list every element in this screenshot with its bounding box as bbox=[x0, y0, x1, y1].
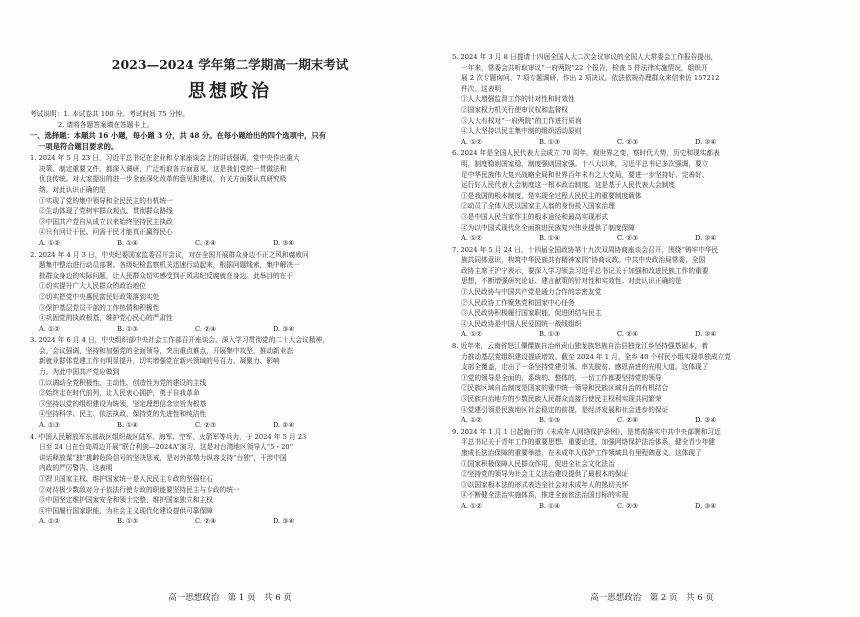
subject-title: 思想政治 bbox=[188, 81, 272, 102]
question-line: 思想，不断增强研究论证、建言献策的针对性和实效性。对此认识正确的是 bbox=[461, 277, 682, 286]
answer-option: C. ②③ bbox=[617, 501, 639, 510]
section-heading bbox=[30, 130, 430, 152]
answer-option: B. ①③ bbox=[539, 330, 561, 339]
question-line: ④中国履行国家职能，为社会主义现代化建设提供可靠保障 bbox=[39, 506, 213, 515]
question-line: ④人大坚持以民主集中制的组织活动原则 bbox=[461, 127, 582, 136]
answer-option: A. ①③ bbox=[39, 421, 61, 430]
question-line: ②坚持党的领导为社会主义法治建设提供了最根本的保证 bbox=[461, 470, 629, 479]
question-line: 力推动基层党组织建设提质增效。截至 2024 年 1 月，全乡 40 个村民小组实现单独成立党 bbox=[461, 352, 731, 361]
question-line: ②国家权力机关行使审议权和监督权 bbox=[461, 105, 568, 114]
question-line: ①党的领导是全面的、系统的、整体的，一切工作都要坚持党的领导 bbox=[461, 373, 662, 382]
answer-option: B. ①③ bbox=[117, 517, 139, 526]
question-stem: 7. 2024 年 5 月 24 日，十四届全国政协第十九次双周协商座谈会召开，围绕“铸牢中华民 bbox=[452, 245, 719, 254]
question bbox=[30, 432, 430, 527]
question-line: ③人民政协积极履行国家职能，促进团结与民主 bbox=[461, 309, 602, 318]
question-line: ③以国家根本法的形式表达全社会对未成年人的热切关怀 bbox=[461, 480, 629, 489]
page-footer-right: 高一思想政治 第 2 页 共 6 页 bbox=[590, 593, 714, 603]
question bbox=[452, 52, 852, 147]
question bbox=[452, 341, 852, 426]
right-page bbox=[452, 0, 852, 617]
question-line: ④坚持科学、民主、依法执政，保持党的先进性和纯洁性 bbox=[39, 410, 207, 419]
question-line: ③民族自治地方的少数民族人民群众直接行使民主权利实现共同繁荣 bbox=[461, 395, 662, 403]
question-line: ③人大有权对“一府两院”的工作进行质询 bbox=[461, 116, 582, 125]
answer-options bbox=[452, 233, 852, 244]
question-line: ①以调动全党积极性、主动性、创造性为党的建设的主线 bbox=[39, 378, 207, 387]
question-stem: 3. 2024 年 6 月 4 日，中央组织部中央社会工作部召开座谈会，深入学习贯彻党的二十大会议精神， bbox=[30, 336, 329, 345]
answer-option: B. ①④ bbox=[117, 238, 139, 247]
question-line: 纳。对此认识正确的是 bbox=[39, 185, 106, 194]
question-line: ④为以中国式现代化全面推进民族复兴伟业提供了制度保障 bbox=[461, 223, 635, 232]
answer-option: A. ①② bbox=[461, 330, 483, 339]
question-line: ④只有问计于民、问需于民才能真正赢得民心 bbox=[39, 228, 173, 237]
question-line: 政协主席王沪宁表示，要深入学习领会习近平总书记关于加强和改进民族工作的重要 bbox=[461, 266, 709, 275]
answer-option: C. ②③ bbox=[617, 234, 639, 243]
question-line: 题集中整治进行动员部署。各级纪检监察机关迅速行动起来，根据问题线索，集中解决一 bbox=[39, 261, 300, 270]
instruction-line: 考试说明：1. 本试卷共 100 分。考试时间 75 分钟。 bbox=[30, 110, 189, 118]
question bbox=[30, 153, 430, 248]
answer-option: A. ①② bbox=[461, 137, 483, 146]
question-line: 足中华民族伟大复兴战略全局和世界百年未有之大变局，要进一步坚持好、完善好、 bbox=[461, 170, 709, 179]
answer-options bbox=[30, 420, 430, 431]
answer-option: A. ①② bbox=[461, 501, 483, 510]
question-line: ①人大增强监督工作的针对性和时效性 bbox=[461, 95, 575, 104]
question-line: ①实现了党的集中领导和全民民主的有机统一 bbox=[39, 196, 173, 205]
page-footer-left: 高一思想政治 第 1 页 共 6 页 bbox=[168, 593, 292, 603]
answer-option: A. ①② bbox=[461, 416, 483, 425]
answer-option: B. ①③ bbox=[117, 324, 139, 333]
question-line: 力。为此中国共产党应做到 bbox=[39, 368, 120, 377]
answer-option: B. ①④ bbox=[539, 234, 561, 243]
question-stem: 5. 2024 年 3 月 8 日提请十四届全国人大二次会议审议的全国人大常委会工作报告提出， bbox=[452, 53, 718, 61]
answer-options bbox=[452, 137, 852, 148]
question-line: ④党建引领是民族地区社会稳定的前提，是经济发展和社会进步的保证 bbox=[461, 405, 669, 414]
answer-option: D. ②④ bbox=[273, 421, 295, 430]
answer-options bbox=[452, 415, 852, 426]
question-line: ④不断健全法治实施体系，推进全面依法治国目标的实现 bbox=[461, 491, 629, 500]
answer-option: C. ②④ bbox=[617, 416, 639, 425]
question-line: 讲话释放谋“独”挑衅危险信号的坚决惩戒，是对外部势力纵容支持“台独”，干涉中国 bbox=[39, 453, 287, 462]
question-line: 族共同体意识，构筑中华民族共有精神家园”协商议政。中共中央政治局常委、全国 bbox=[461, 256, 706, 265]
answer-option: A. ①② bbox=[39, 517, 61, 526]
question-line: 支部全覆盖，走出了一条坚持党建引领、率先脱贫、感恩奋进的光明大道。这体现了 bbox=[461, 363, 709, 372]
question-line: 运行好人民代表大会制度这一根本政治制度。这是基于人民代表大会制度 bbox=[461, 181, 675, 190]
question-line: 会。会议强调，坚持和加强党的全面领导，突出重点难点，开展集中攻坚，推动新业态 bbox=[39, 346, 294, 355]
question-line: ③坚持以党的组织建设为统领，坚定理想信念宗旨为根基 bbox=[39, 399, 207, 408]
question-line: ④巩固党的执政根基，维护党心民心的严肃性 bbox=[39, 314, 173, 323]
instructions bbox=[30, 109, 430, 130]
answer-option: A. ①② bbox=[461, 234, 483, 243]
question-stem: 9. 2024 年 1 月 1 日起施行的《未成年人网络保护条例》，是贯彻落实中共中央部署和习近 bbox=[452, 427, 721, 436]
answer-option: C. ②④ bbox=[195, 238, 217, 247]
answer-option: D. ③④ bbox=[273, 324, 295, 333]
question-line: ②始终走在时代前列，让人民衷心拥护，勇于自我革命 bbox=[39, 389, 200, 398]
question-line: ③保护基层党员干部的工作热情和积极性 bbox=[39, 303, 160, 312]
question-stem: 6. 2024 年是全国人民代表大会成立 70 周年。观世界之变，察时代大势，历史和现实都表 bbox=[452, 149, 720, 158]
question-line: ①国家积极保障人民群众作用，促进全社会文化法治 bbox=[461, 459, 615, 468]
answer-option: C. ②④ bbox=[195, 517, 217, 526]
question-line: ③中国坚定维护国家安全和领土完整，维护国家独立和主权 bbox=[39, 496, 213, 505]
question-line: ②对待极少数敌对分子依法行使专政的职能要坚持民主与专政的统一 bbox=[39, 485, 240, 494]
question bbox=[30, 335, 430, 430]
left-questions bbox=[30, 153, 430, 527]
answer-option: C. ②④ bbox=[195, 324, 217, 333]
question-line: 一年来，常委会共听取审议“一府两院”22 个报告，检查 5 件法律实施情况，组织开 bbox=[461, 63, 708, 72]
question bbox=[452, 245, 852, 340]
question-line: 明，制度稳则国家稳，制度强则国家强。十八大以来，习近平总书记多次强调，要立 bbox=[461, 159, 709, 168]
question-line: ②民族区域自治制度是国家的重中统一领导和民族区域自治的有机结合 bbox=[461, 384, 669, 393]
question-line: 康成长法治保障的重要举措，在未成年人保护工作领域具有里程碑意义。这体现了 bbox=[461, 448, 702, 457]
question-line: ③中国共产党自从成立以来始终坚持民主执政 bbox=[39, 217, 173, 226]
answer-option: B. ①④ bbox=[117, 421, 139, 430]
question-line: 新就业群体党建工作有明显提升，切实增强党在新兴领域的号召力、凝聚力、影响 bbox=[39, 357, 280, 366]
question-line: 决策、制定重要文件，都深入调研，广泛听取各方面意见，这是我们党的一贯做法和 bbox=[39, 164, 287, 173]
question bbox=[30, 250, 430, 335]
answer-option: D. ③④ bbox=[695, 416, 717, 425]
answer-options bbox=[30, 516, 430, 527]
answer-option: D. ③④ bbox=[695, 137, 717, 146]
question-line: ②切实把党中央惠民富民好政策落到实处 bbox=[39, 292, 160, 301]
question bbox=[452, 427, 852, 512]
question-line: ①是我国的根本制度，是实现全过程人民民主的重要制度载体 bbox=[461, 191, 642, 200]
answer-option: D. ③④ bbox=[273, 238, 295, 247]
section-line: 一项是符合题目要求的。 bbox=[38, 142, 119, 152]
answer-option: C. ②④ bbox=[617, 330, 639, 339]
question-stem: 4. 中国人民解放军东部战区组织战区陆军、海军、空军、火箭军等兵力，于 2024 年 5 月 23 bbox=[30, 432, 307, 441]
exam-title: 2023—2024 学年第二学期高一期末考试 bbox=[111, 57, 349, 72]
answer-option: D. ③④ bbox=[695, 234, 717, 243]
answer-option: A. ①② bbox=[39, 324, 61, 333]
question-line: ①切实提升广大人民群众的政治地位 bbox=[39, 282, 146, 291]
question-line: 内政的严厉警告。这表明 bbox=[39, 464, 113, 473]
answer-option: D. ③④ bbox=[695, 330, 717, 339]
question-line: ②人民政协工作聚焦党和国家中心任务 bbox=[461, 298, 575, 307]
answer-option: D. ③④ bbox=[273, 517, 295, 526]
question-line: 展 2 次专题询问、7 项专题调研，作出 2 项决议。依法依规办理群众来信来访 157212 bbox=[461, 74, 720, 83]
question-line: 件次。这表明 bbox=[461, 84, 502, 93]
question-stem: 1. 2024 年 5 月 23 日，习近平总书记在企业和专家座谈会上的讲话强调，党中央作出重大 bbox=[30, 154, 300, 163]
question-line: ①人民政协与中国共产党是通力合作的亲密友党 bbox=[461, 288, 602, 297]
answer-options bbox=[30, 324, 430, 335]
question-line: 日至 24 日在台岛周边开展“联合利剑—2024A”演习，这是对台湾地区领导人“5・20” bbox=[39, 443, 293, 452]
answer-option: A. ①② bbox=[39, 238, 61, 247]
question-stem: 8. 近年来，云南省怒江傈僳族自治州贡山独龙族怒族自治县独龙江乡坚持强基固本，着 bbox=[452, 342, 708, 351]
question-line: ②动员了全体人民以国家主人翁的身份投入国家治理 bbox=[461, 202, 615, 211]
answer-options bbox=[452, 501, 852, 512]
answer-option: C. ②③ bbox=[617, 137, 639, 146]
instruction-line: 2. 请将各题答案填在答题卡上。 bbox=[58, 120, 154, 129]
answer-option: B. ①③ bbox=[539, 416, 561, 425]
answer-option: B. ①③ bbox=[539, 137, 561, 146]
question-stem: 2. 2024 年 4 月 3 日，中央纪委国家监委召开会议，对在全国开展群众身边不正之风和腐败问 bbox=[30, 250, 309, 259]
right-questions bbox=[452, 52, 852, 512]
question bbox=[452, 148, 852, 243]
answer-option: C. ②③ bbox=[195, 421, 217, 430]
question-line: ③是中国人民当家作主的根本途径和最高实现形式 bbox=[461, 212, 609, 221]
left-page bbox=[30, 0, 430, 617]
question-line: ②生动体现了党树牢群众观点、贯彻群众路线 bbox=[39, 207, 173, 216]
question-line: ④人民政协是中国人民爱国统一战线组织 bbox=[461, 319, 582, 328]
answer-options bbox=[30, 238, 430, 249]
question-line: 优良传统。对大家提出的进一步全面深化改革的意见和建议，有关方面要认真研究吸 bbox=[39, 175, 287, 184]
question-line: ①捍卫国家主权、维护国家统一是人民民主专政的坚强柱石 bbox=[39, 475, 213, 483]
answer-option: B. ①④ bbox=[539, 501, 561, 510]
section-line: 一、选择题：本题共 16 小题，每小题 3 分，共 48 分。在每小题给出的四个选项中，只有 bbox=[30, 131, 327, 141]
question-line: 批群众身边的实际问题，让人民群众切实感受到正风肃纪反腐就在身边。此举目的在于 bbox=[39, 271, 294, 280]
answer-options bbox=[452, 329, 852, 340]
question-line: 平总书记关于青年工作的重要思想、重要论述，加强网络保护法治体系，健全青少年健 bbox=[461, 438, 716, 447]
answer-option: D. ③④ bbox=[695, 501, 717, 510]
